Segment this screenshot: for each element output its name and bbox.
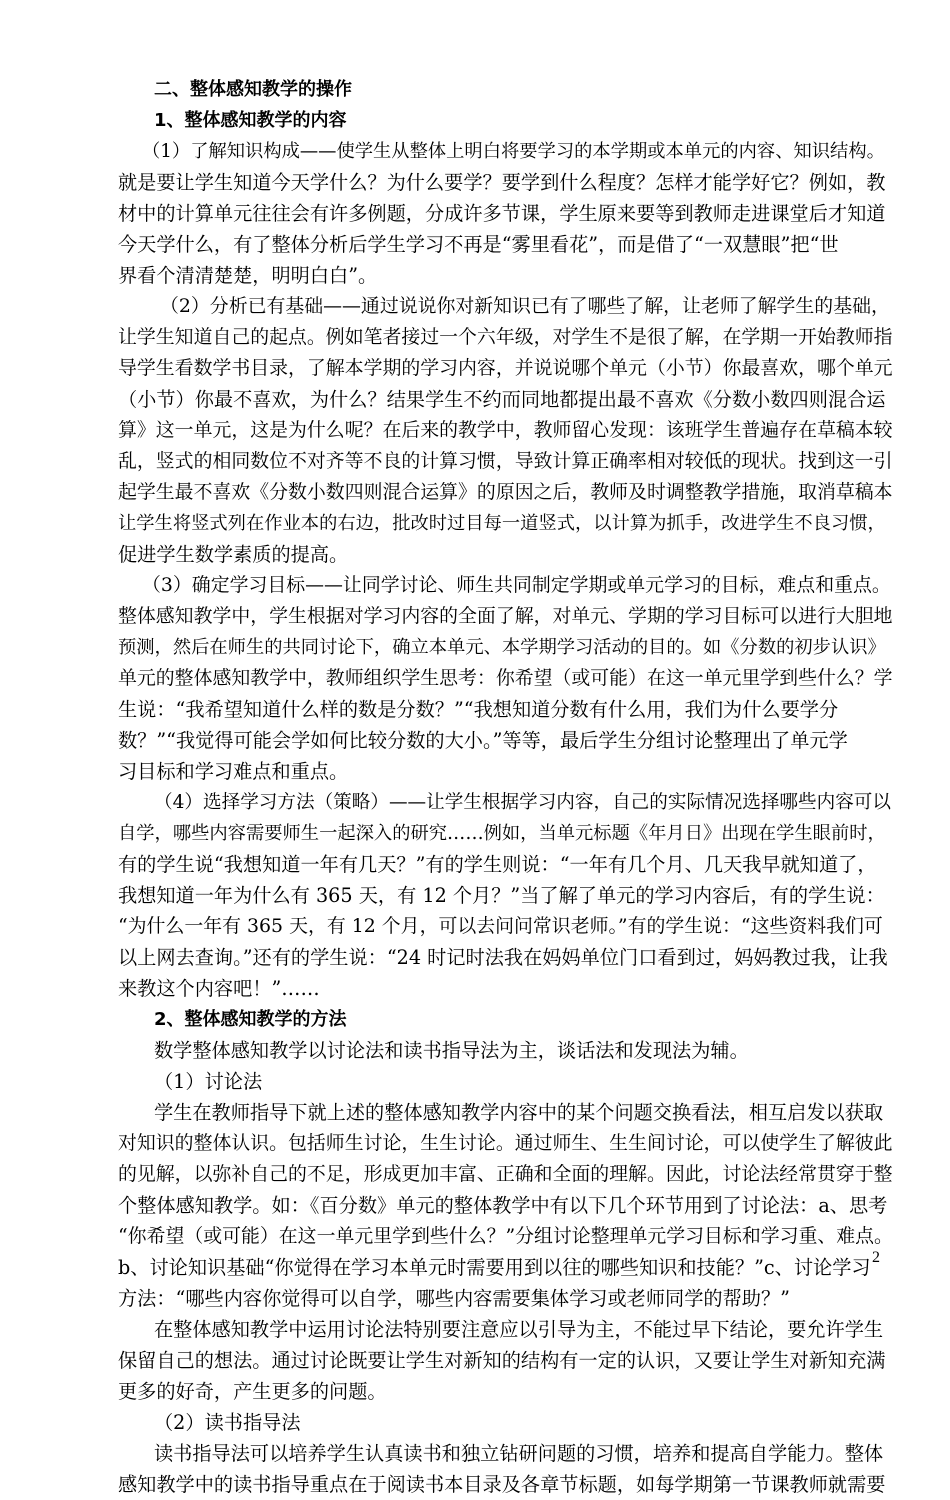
line-text: b、讨论知识基础“你觉得在学习本单元时需要用到以往的哪些知识和技能？”c、讨论学习 — [118, 1256, 871, 1279]
line-text: 材中的计算单元往往会有许多例题，分成许多节课，学生原来要等到教师走进课堂后才知道 — [118, 202, 886, 225]
line-text: 二、整体感知教学的操作 — [154, 79, 352, 100]
line-text: 单元的整体感知教学中，教师组织学生思考：你希望（或可能）在这一单元里学到些什么？学 — [118, 667, 893, 689]
line-text: 导学生看数学书目录，了解本学期的学习内容，并说说哪个单元（小节）你最喜欢，哪个单元 — [118, 357, 893, 379]
text-line — [118, 1159, 894, 1190]
text-line — [118, 1376, 894, 1407]
text-line — [118, 1252, 894, 1283]
section-heading — [118, 1004, 894, 1035]
text-line — [118, 756, 894, 787]
line-text: 界看个清清楚楚，明明白白”。 — [118, 264, 378, 287]
line-text: 数学整体感知教学以讨论法和读书指导法为主，谈话法和发现法为辅。 — [154, 1039, 749, 1062]
section-heading — [118, 74, 894, 105]
line-text: 方法：“哪些内容你觉得可以自学，哪些内容需要集体学习或老师同学的帮助？” — [118, 1287, 790, 1310]
line-text: 有的学生说“我想知道一年有几天？”有的学生则说：“一年有几个月、几天我早就知道了， — [118, 853, 877, 876]
text-line — [118, 1438, 894, 1469]
line-text: 整体感知教学中，学生根据对学习内容的全面了解，对单元、学期的学习目标可以进行大胆地 — [118, 605, 893, 627]
line-text: 自学，哪些内容需要师生一起深入的研究……例如，当单元标题《年月日》出现在学生眼前时， — [118, 823, 886, 844]
line-text: 算》这一单元，这是为什么呢？在后来的教学中，教师留心发现：该班学生普遍存在草稿本较 — [118, 419, 893, 441]
text-line — [118, 818, 894, 849]
text-line — [118, 694, 894, 725]
line-text: 个整体感知教学。如：《百分数》单元的整体教学中有以下几个环节用到了讨论法：a、思考 — [118, 1194, 888, 1217]
text-line — [118, 198, 894, 229]
text-line — [118, 415, 894, 446]
text-line — [118, 167, 894, 198]
line-text: 感知教学中的读书指导重点在于阅读书本目录及各章节标题，如每学期第一节课教师就需要 — [118, 1473, 886, 1496]
line-text: 保留自己的想法。通过讨论既要让学生对新知的结构有一定的认识，又要让学生对新知充满 — [118, 1349, 886, 1372]
text-line — [118, 1097, 894, 1128]
document-body — [118, 74, 894, 1500]
line-text: 起学生最不喜欢《分数小数四则混合运算》的原因之后，教师及时调整教学措施，取消草稿本 — [118, 481, 893, 503]
text-line — [118, 1283, 894, 1314]
section-heading — [118, 105, 894, 136]
line-text: 读书指导法可以培养学生认真读书和独立钻研问题的习惯，培养和提高自学能力。整体 — [154, 1442, 884, 1465]
text-line — [118, 1314, 894, 1345]
text-line — [118, 384, 894, 415]
line-text: 对知识的整体认识。包括师生讨论，生生讨论。通过师生、生生间讨论，可以使学生了解彼此 — [118, 1132, 893, 1154]
line-text: 数？”“我觉得可能会学如何比较分数的大小。”等等，最后学生分组讨论整理出了单元学 — [118, 729, 848, 752]
text-line — [118, 508, 894, 539]
line-text: 促进学生数学素质的提高。 — [118, 543, 349, 566]
line-text: 我想知道一年为什么有 365 天，有 12 个月？”当了解了单元的学习内容后，有的学生说： — [118, 884, 885, 907]
text-line — [118, 136, 894, 167]
page-number: 2 — [872, 1249, 880, 1266]
text-line — [118, 632, 894, 663]
line-text: “你希望（或可能）在这一单元里学到些什么？”分组讨论整理单元学习目标和学习重、难点。 — [118, 1225, 893, 1247]
line-text: 更多的好奇，产生更多的问题。 — [118, 1380, 387, 1403]
text-line — [118, 601, 894, 632]
text-line — [118, 942, 894, 973]
line-text: 在整体感知教学中运用讨论法特别要注意应以引导为主，不能过早下结论，要允许学生 — [154, 1318, 884, 1341]
text-line — [118, 1345, 894, 1376]
text-line — [118, 1066, 894, 1097]
text-line — [118, 787, 894, 818]
line-text: （1）讨论法 — [154, 1070, 263, 1093]
text-line — [118, 849, 894, 880]
text-line — [118, 260, 894, 291]
line-text: （3）确定学习目标——让同学讨论、师生共同制定学期或单元学习的目标，难点和重点。 — [142, 574, 891, 596]
text-line — [118, 725, 894, 756]
text-line — [118, 1221, 894, 1252]
line-text: 1、整体感知教学的内容 — [154, 110, 347, 131]
text-line — [118, 1469, 894, 1500]
text-line — [118, 570, 894, 601]
line-text: 习目标和学习难点和重点。 — [118, 760, 349, 783]
line-text: （4）选择学习方法（策略）——让学生根据学习内容，自己的实际情况选择哪些内容可以 — [154, 792, 891, 813]
line-text: 生说：“我希望知道什么样的数是分数？”“我想知道分数有什么用，我们为什么要学分 — [118, 698, 839, 721]
text-line — [118, 1407, 894, 1438]
line-text: （2）读书指导法 — [154, 1411, 301, 1434]
text-line — [118, 446, 894, 477]
line-text: “为什么一年有 365 天，有 12 个月，可以去问问常识老师。”有的学生说：“这些资料我们可 — [118, 915, 883, 937]
text-line — [118, 322, 894, 353]
line-text: 让学生知道自己的起点。例如笔者接过一个六年级，对学生不是很了解，在学期一开始教师指 — [118, 326, 893, 348]
line-text: 乱，竖式的相同数位不对齐等不良的计算习惯，导致计算正确率相对较低的现状。找到这一引 — [118, 450, 893, 472]
line-text: 学生在教师指导下就上述的整体感知教学内容中的某个问题交换看法，相互启发以获取 — [154, 1101, 884, 1124]
line-text: 以上网去查询。”还有的学生说：“24 时记时法我在妈妈单位门口看到过，妈妈教过我，让我 — [118, 946, 888, 969]
text-line — [118, 880, 894, 911]
line-text: （1）了解知识构成——使学生从整体上明白将要学习的本学期或本单元的内容、知识结构。 — [142, 141, 885, 162]
text-line — [118, 911, 894, 942]
text-line — [118, 229, 894, 260]
text-line — [118, 539, 894, 570]
text-line — [118, 353, 894, 384]
text-line — [118, 291, 894, 322]
text-line — [118, 663, 894, 694]
line-text: 的见解，以弥补自己的不足，形成更加丰富、正确和全面的理解。因此，讨论法经常贯穿于整 — [118, 1163, 893, 1185]
text-line — [118, 973, 894, 1004]
line-text: 2、整体感知教学的方法 — [154, 1009, 347, 1030]
line-text: 来教这个内容吧！”…… — [118, 977, 320, 1000]
text-line — [118, 1035, 894, 1066]
line-text: 让学生将竖式列在作业本的右边，批改时过目每一道竖式，以计算为抓手，改进学生不良习惯， — [118, 513, 886, 534]
line-text: （小节）你最不喜欢，为什么？结果学生不约而同地都提出最不喜欢《分数小数四则混合运 — [118, 388, 886, 411]
text-line — [118, 1190, 894, 1221]
line-text: 预测，然后在师生的共同讨论下，确立本单元、本学期学习活动的目的。如《分数的初步认识》 — [118, 637, 886, 658]
line-text: （2）分析已有基础——通过说说你对新知识已有了哪些了解，让老师了解学生的基础， — [160, 295, 890, 317]
text-line — [118, 477, 894, 508]
text-line — [118, 1128, 894, 1159]
line-text: 就是要让学生知道今天学什么？为什么要学？要学到什么程度？怎样才能学好它？例如，教 — [118, 171, 886, 194]
line-text: 今天学什么，有了整体分析后学生学习不再是“雾里看花”，而是借了“一双慧眼”把“世 — [118, 233, 839, 256]
